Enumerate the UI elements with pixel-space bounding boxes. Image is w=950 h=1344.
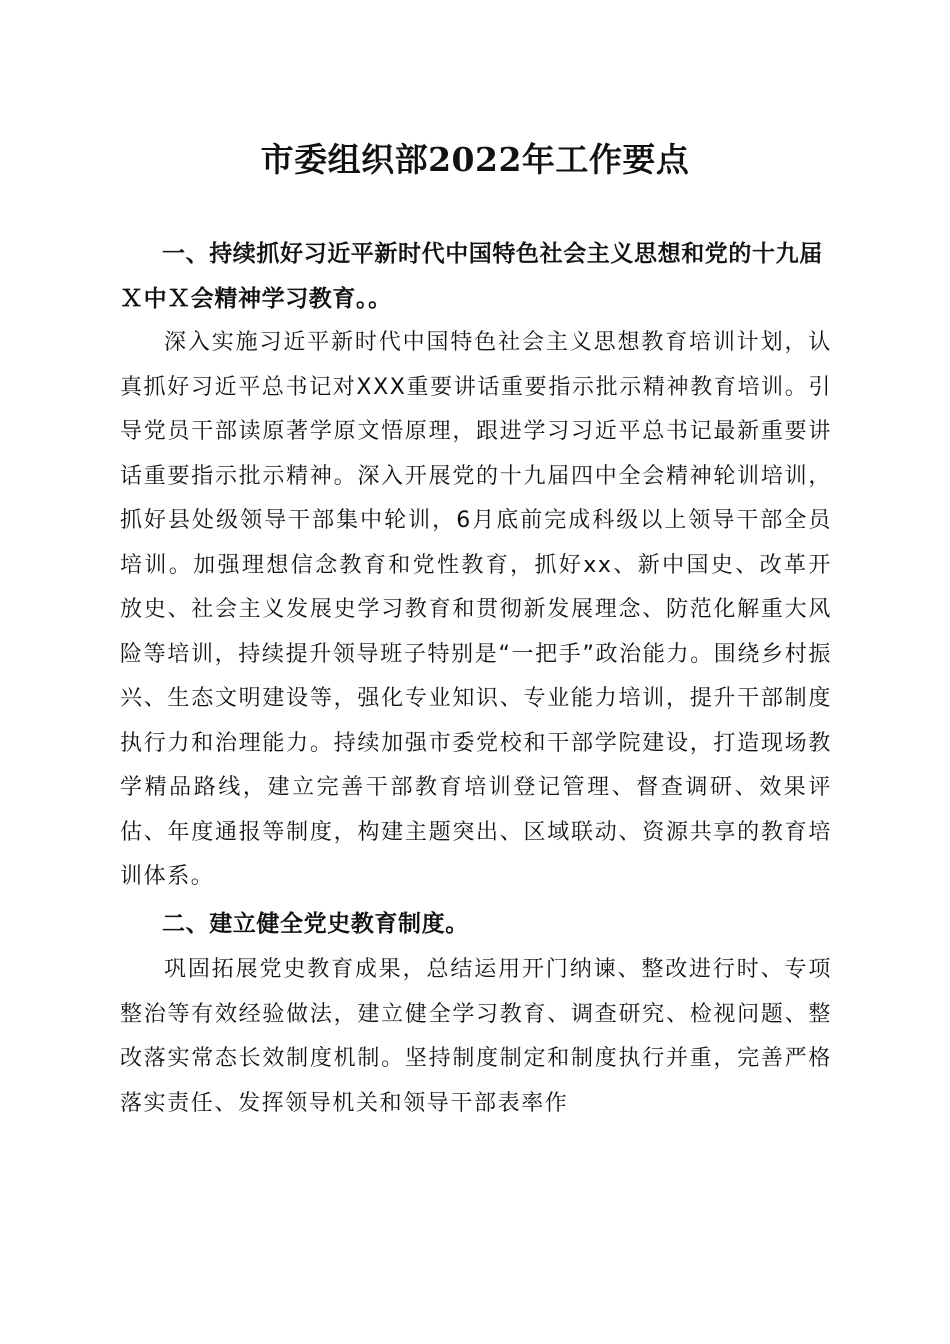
document-body bbox=[120, 232, 832, 1126]
document-title: 市委组织部2022年工作要点 bbox=[260, 140, 690, 179]
section-heading-1: 一、持续抓好习近平新时代中国特色社会主义思想和党的十九届Ｘ中Ｘ会精神学习教育。。 bbox=[120, 241, 823, 312]
section-paragraph-2: 巩固拓展党史教育成果，总结运用开门纳谏、整改进行时、专项整治等有效经验做法，建立健全学习教育、调查研究、检视问题、整改落实常态长效制度机制。坚持制度制定和制度执行并重，完善严格落实责任、发挥领导机关和领导干部表率作 bbox=[120, 957, 832, 1116]
section-heading-2: 二、建立健全党史教育制度。 bbox=[162, 910, 469, 937]
section-paragraph-1: 深入实施习近平新时代中国特色社会主义思想教育培训计划，认真抓好习近平总书记对XXX重要讲话重要指示批示精神教育培训。引导党员干部读原著学原文悟原理，跟进学习习近平总书记最新重要讲话重要指示批示精神。深入开展党的十九届四中全会精神轮训培训，抓好县处级领导干部集中轮训，6月底前完成科级以上领导干部全员培训。加强理想信念教育和党性教育，抓好xx、新中国史、改革开放史、社会主义发展史学习教育和贯彻新发展理念、防范化解重大风险等培训，持续提升领导班子特别是“一把手”政治能力。围绕乡村振兴、生态文明建设等，强化专业知识、专业能力培训，提升干部制度执行力和治理能力。持续加强市委党校和干部学院建设，打造现场教学精品路线，建立完善干部教育培训登记管理、督查调研、效果评估、年度通报等制度，构建主题突出、区域联动、资源共享的教育培训体系。 bbox=[120, 330, 832, 889]
